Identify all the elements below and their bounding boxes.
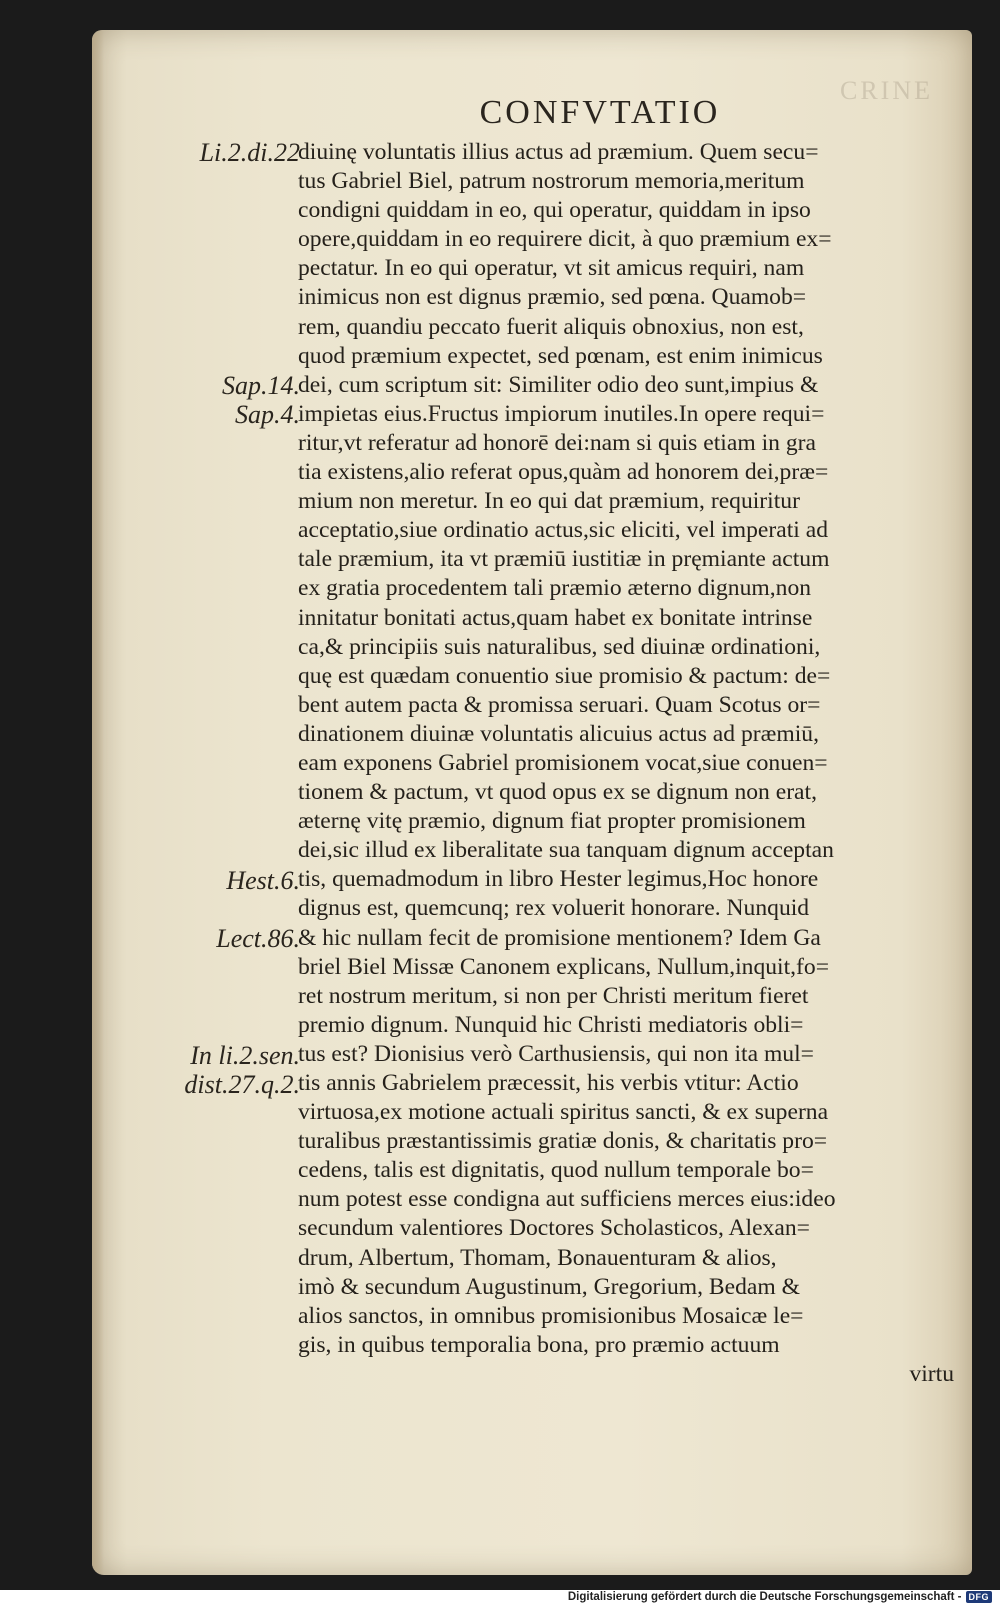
text-line: æternę vitę præmio, dignum fiat propter promisionem (298, 808, 806, 835)
text-line: dignus est, quemcunq; rex voluerit honorare. Nunquid (298, 895, 810, 922)
text-line: tus est? Dionisius verò Carthusiensis, qui non ita mul= (298, 1040, 814, 1067)
text-line: alios sanctos, in omnibus promisionibus Mosaicæ le= (298, 1302, 804, 1329)
dfg-logo-icon: DFG (966, 1591, 993, 1603)
text-line: innitatur bonitati actus,quam habet ex bonitate intrinse (298, 604, 813, 631)
text-line: condigni quiddam in eo, qui operatur, quiddam in ipso (298, 197, 811, 224)
catchword: virtu (909, 1360, 954, 1387)
text-line: num potest esse condigna aut sufficiens merces eius:ideo (298, 1186, 836, 1213)
text-line: tis annis Gabrielem præcessit, his verbis vtitur: Actio (298, 1070, 799, 1096)
text-line: ex gratia procedentem tali præmio æterno dignum,non (298, 575, 812, 602)
margin-note: dist.27.q.2. (184, 1070, 300, 1099)
text-line: tionem & pactum, vt quod opus ex se dignum non erat, (298, 779, 817, 806)
text-line: ritur,vt referatur ad honorē dei:nam si quis etiam in gra (298, 429, 816, 456)
digitization-footer (568, 1591, 992, 1603)
text-line: impietas eius.Fructus impiorum inutiles.In opere requi= (298, 400, 825, 427)
text-line: briel Biel Missæ Canonem explicans, Nullum,inquit,fo= (298, 953, 830, 980)
text-line: pectatur. In eo qui operatur, vt sit amicus requiri, nam (298, 255, 805, 282)
text-line: ret nostrum meritum, si non per Christi meritum fieret (298, 982, 809, 1009)
text-line: premio dignum. Nunquid hic Christi mediatoris obli= (298, 1011, 804, 1038)
margin-note: Hest.6. (226, 866, 300, 895)
text-line: turalibus præstantissimis gratiæ donis, & charitatis pro= (298, 1128, 828, 1155)
text-line: cedens, talis est dignitatis, quod nullum temporale bo= (298, 1157, 814, 1184)
margin-note: Sap.4. (235, 400, 300, 429)
text-line: ca,& principiis suis naturalibus, sed diuinæ ordinationi, (298, 633, 821, 660)
text-line: rem, quandiu peccato fuerit aliquis obnoxius, non est, (298, 313, 804, 340)
text-line: diuinę voluntatis illius actus ad præmium. Quem secu= (298, 139, 819, 165)
text-line: tis, quemadmodum in libro Hester legimus,Hoc honore (298, 866, 819, 893)
text-line: drum, Albertum, Thomam, Bonauenturam & alios, (298, 1244, 777, 1271)
text-line: secundum valentiores Doctores Scholasticos, Alexan= (298, 1215, 810, 1242)
text-line: dinationem diuinæ voluntatis alicuius actus ad præmiū, (298, 720, 819, 747)
text-line: inimicus non est dignus præmio, sed pœna. Quamob= (298, 284, 807, 311)
text-line: gis, in quibus temporalia bona, pro præmio actuum (298, 1331, 780, 1358)
text-line: & hic nullam fecit de promisione mentionem? Idem Ga (298, 924, 821, 951)
show-through-header: CRINE (840, 76, 933, 105)
text-line: tus Gabriel Biel, patrum nostrorum memoria,meritum (298, 168, 805, 195)
footer-text: Digitalisierung gefördert durch die Deutsche Forschungsgemeinschaft - (567, 1591, 962, 1603)
text-line: mium non meretur. In eo qui dat præmium, requiritur (298, 488, 800, 515)
text-line: quę est quædam conuentio siue promisio & pactum: de= (298, 662, 831, 689)
page-binding-edge (92, 30, 104, 1575)
text-line: acceptatio,siue ordinatio actus,sic eliciti, vel imperati ad (298, 517, 829, 544)
margin-note: In li.2.sen. (190, 1041, 300, 1070)
margin-note: Sap.14. (222, 371, 300, 400)
text-line: virtuosa,ex motione actuali spiritus sancti, & ex superna (298, 1099, 829, 1126)
text-line: bent autem pacta & promissa seruari. Quam Scotus or= (298, 691, 821, 718)
text-line: imò & secundum Augustinum, Gregorium, Bedam & (298, 1273, 800, 1300)
margin-note: Lect.86. (216, 924, 300, 953)
margin-note: Li.2.di.22 (199, 138, 300, 167)
page-header: CONFVTATIO (479, 94, 721, 131)
text-line: eam exponens Gabriel promisionem vocat,siue conuen= (298, 749, 828, 776)
text-line: dei,sic illud ex liberalitate sua tanquam dignum acceptan (298, 837, 834, 864)
text-line: quod præmium expectet, sed pœnam, est enim inimicus (298, 342, 823, 369)
text-line: tia existens,alio referat opus,quàm ad honorem dei,præ= (298, 459, 829, 486)
body-text (298, 138, 958, 1389)
text-line: opere,quiddam in eo requirere dicit, à quo præmium ex= (298, 226, 832, 253)
text-line: dei, cum scriptum sit: Similiter odio deo sunt,impius & (298, 371, 819, 398)
text-line: tale præmium, ita vt præmiū iustitiæ in pręmiante actum (298, 546, 830, 573)
